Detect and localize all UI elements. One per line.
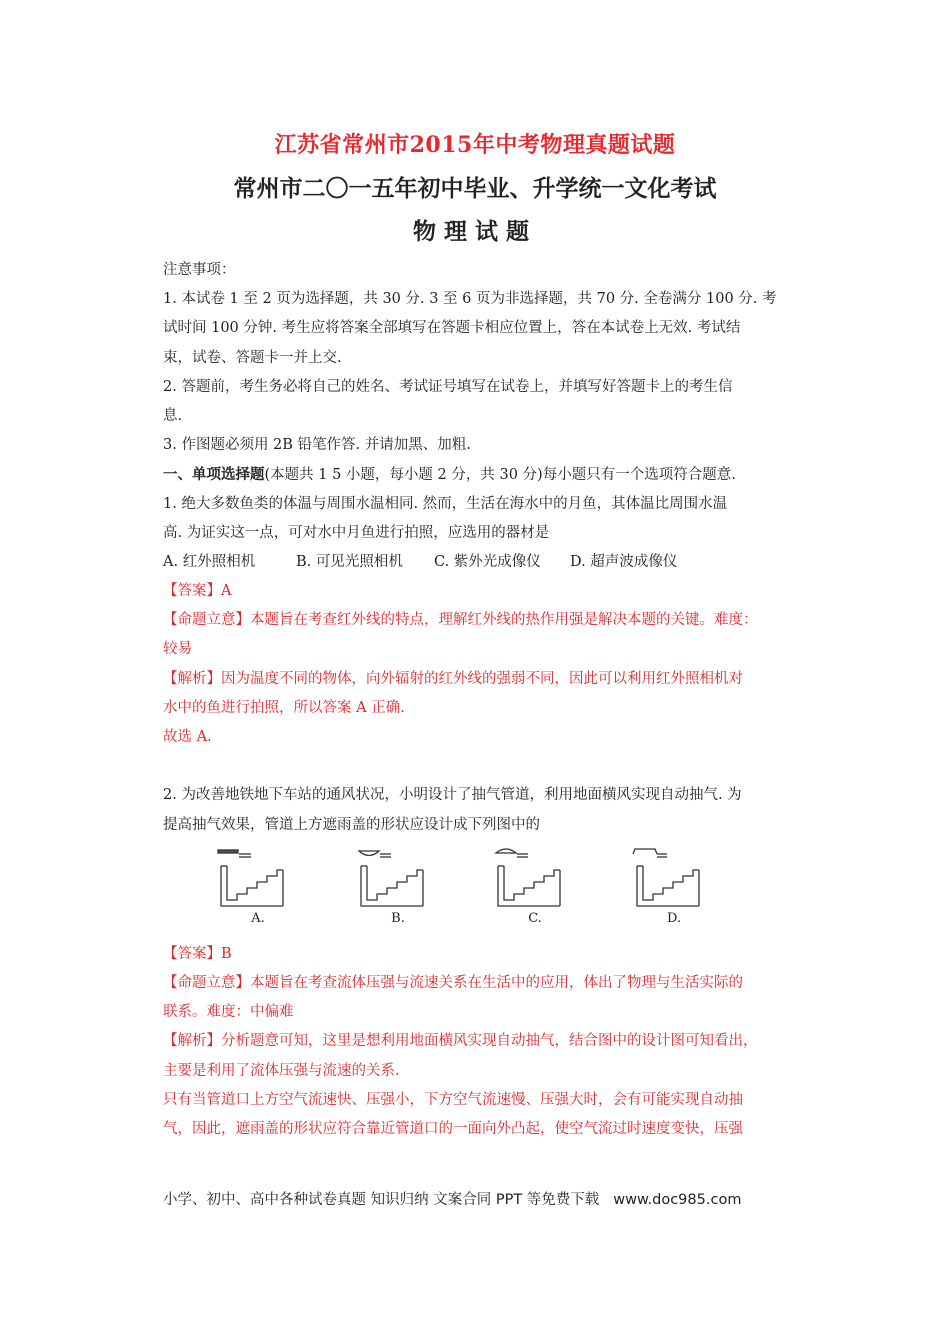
notice-item-2b: 息. (163, 407, 183, 424)
spacer (163, 752, 763, 781)
q2-intent-b: 联系。难度：中偏难 (163, 1004, 294, 1021)
q1-analysis-a: 【解析】因为温度不同的物体，向外辐射的红外线的强弱不同，因此可以利用红外照相机对 (163, 670, 743, 687)
notice-item-3: 3. 作图题必须用 2B 铅笔作答. 并请加黑、加粗. (163, 437, 471, 454)
vent-diagram-a (213, 844, 303, 914)
figure-d (629, 844, 719, 936)
q2-analysis-d: 气，因此，遮雨盖的形状应符合靠近管道口的一面向外凸起，使空气流过时速度变快，压强 (163, 1120, 743, 1137)
figure-a-label: A. (251, 910, 265, 926)
figure-b (353, 844, 443, 936)
document-title: 江苏省常州市2015年中考物理真题试题 (274, 132, 676, 158)
q1-answer: 【答案】A (163, 583, 232, 600)
section-heading-bold: 一、单项选择题 (163, 466, 265, 484)
q1-analysis-b: 水中的鱼进行拍照，所以答案 A 正确. (163, 699, 405, 716)
footer (163, 1188, 803, 1209)
figure-b-label: B. (391, 910, 405, 926)
q2-stem-b: 提高抽气效果，管道上方遮雨盖的形状应设计成下列图中的 (163, 816, 540, 833)
footer-url[interactable]: www.doc985.com (613, 1192, 742, 1208)
figure-d-label: D. (666, 910, 682, 926)
vent-diagram-b (353, 844, 443, 914)
figure-a (213, 844, 303, 936)
notice-item-2a: 2. 答题前，考生务必将自己的姓名、考试证号填写在试卷上，并填写好答题卡上的考生信 (163, 378, 733, 395)
q1-stem-a: 1. 绝大多数鱼类的体温与周围水温相同. 然而，生活在海水中的月鱼，其体温比周围水温 (163, 495, 728, 512)
q1-intent-b: 较易 (163, 641, 192, 658)
exam-title: 常州市二〇一五年初中毕业、升学统一文化考试 (233, 175, 717, 202)
figure-c-label: C. (528, 910, 542, 926)
document-body (163, 256, 777, 1144)
q2-analysis-b: 主要是利用了流体压强与流速的关系. (163, 1062, 400, 1079)
q1-options (163, 548, 763, 577)
section-heading-rest: (本题共 1 5 小题，每小题 2 分，共 30 分)每小题只有一个选项符合题意. (264, 467, 736, 484)
q2-stem-a: 2. 为改善地铁地下车站的通风状况，小明设计了抽气管道，利用地面横风实现自动抽气. 为 (163, 787, 742, 804)
q2-answer: 【答案】B (163, 945, 232, 962)
q2-figures (163, 844, 763, 940)
notice-item-1a: 1. 本试卷 1 至 2 页为选择题，共 30 分. 3 至 6 页为非选择题，共 70 分. 全卷满分 100 分. 考 (163, 291, 777, 308)
q1-option-c: C. 紫外光成像仪 (434, 553, 541, 570)
vent-diagram-d (629, 844, 719, 914)
q1-intent-a: 【命题立意】本题旨在考查红外线的特点，理解红外线的热作用强是解决本题的关键。难度： (163, 612, 758, 629)
subject-title: 物理试题 (413, 218, 537, 245)
section-heading (163, 460, 763, 489)
notice-item-1c: 束，试卷、答题卡一并上交. (163, 349, 342, 366)
figure-c (490, 844, 580, 936)
vent-diagram-c (490, 844, 580, 914)
q1-stem-b: 高. 为证实这一点，可对水中月鱼进行拍照，应选用的器材是 (163, 524, 550, 541)
q1-conclusion: 故选 A. (163, 729, 212, 745)
q2-analysis-c: 只有当管道口上方空气流速快、压强小，下方空气流速慢、压强大时，会有可能实现自动抽 (163, 1091, 743, 1108)
footer-text: 小学、初中、高中各种试卷真题 知识归纳 文案合同 PPT 等免费下载 (163, 1192, 600, 1208)
notice-item-1b: 试时间 100 分钟. 考生应将答案全部填写在答题卡相应位置上，答在本试卷上无效. 考试结 (163, 320, 741, 337)
q1-option-a: A. 红外照相机 (163, 553, 256, 570)
notice-heading: 注意事项： (163, 262, 236, 278)
q1-option-d: D. 超声波成像仪 (570, 553, 678, 570)
q2-intent-a: 【命题立意】本题旨在考查流体压强与流速关系在生活中的应用，体出了物理与生活实际的 (163, 974, 743, 991)
q2-analysis-a: 【解析】分析题意可知，这里是想利用地面横风实现自动抽气，结合图中的设计图可知看出， (163, 1033, 758, 1050)
q1-option-b: B. 可见光照相机 (296, 553, 403, 570)
